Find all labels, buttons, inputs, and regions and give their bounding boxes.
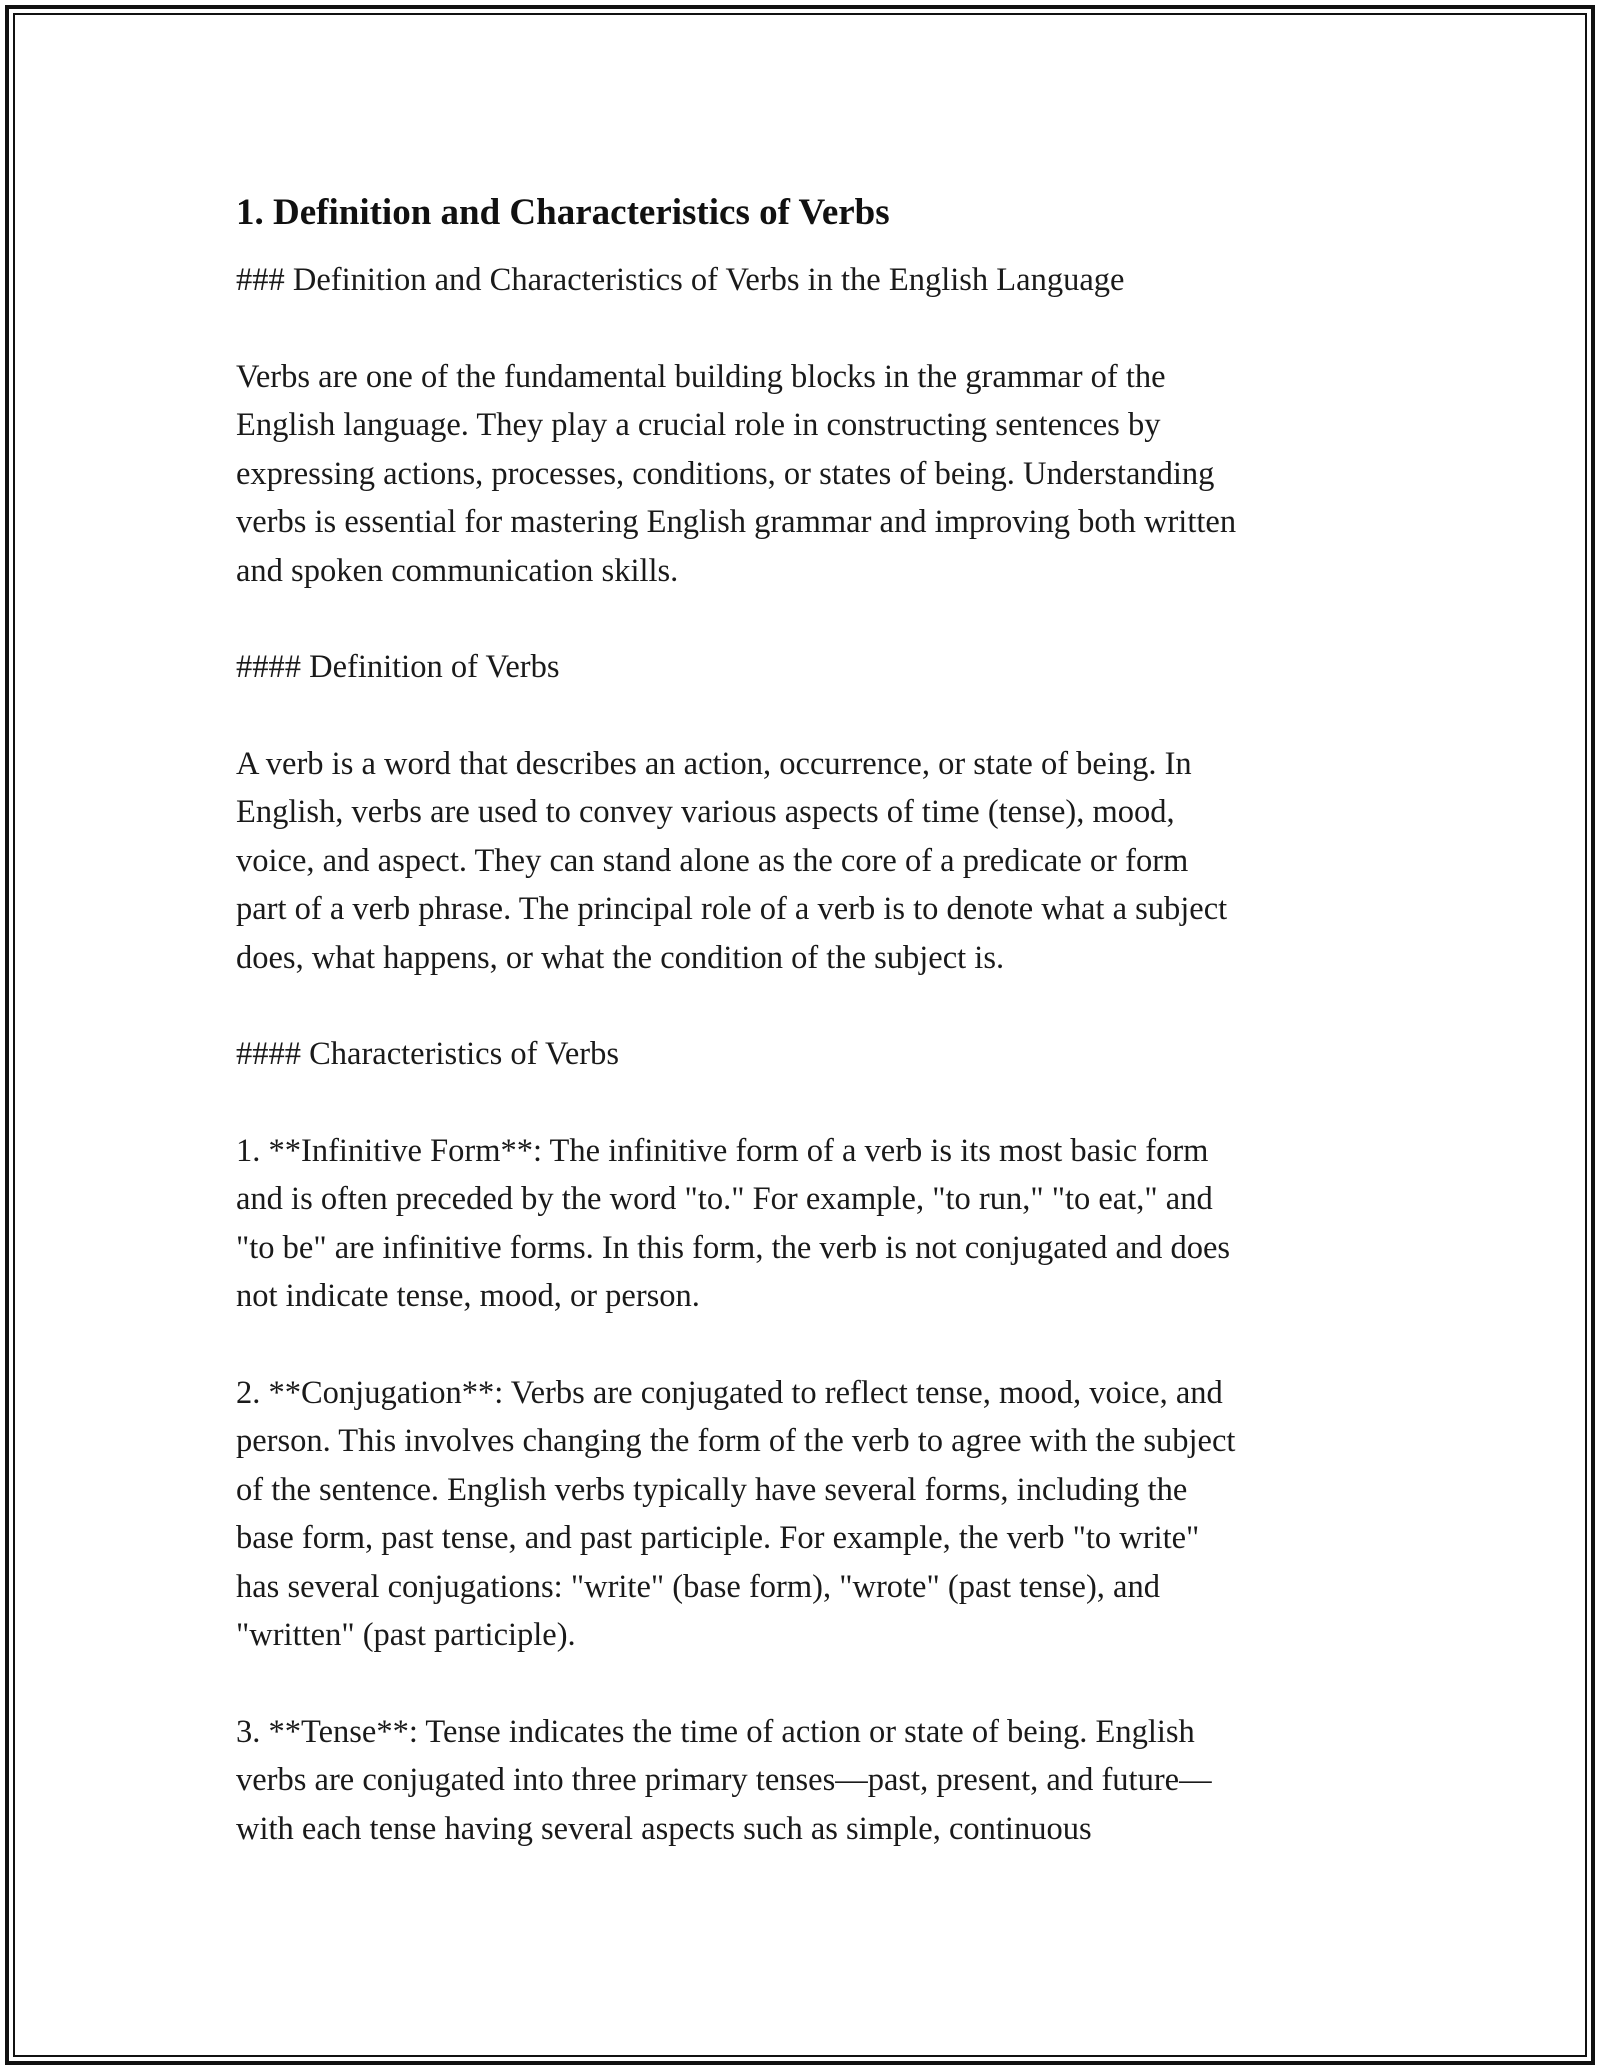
definition-paragraph: A verb is a word that describes an action, occurrence, or state of being. In English, verbs are used to convey various aspects of time (tense), mood, voice, and aspect. They can stand alone as the core of a predicate or form part of a verb phrase. The principal role of a verb is to denote what a subject does, what happens, or what the condition of the subject is. <box>236 745 1228 976</box>
conjugation-item: 2. **Conjugation**: Verbs are conjugated to reflect tense, mood, voice, and person. This involves changing the form of the verb to agree with the subject of the sentence. English verbs typically have several forms, including the base form, past tense, and past participle. For example, the verb "to write" has several conjugations: "write" (base form), "wrote" (past tense), and "written" (past participle). <box>236 1374 1236 1653</box>
characteristics-heading: #### Characteristics of Verbs <box>236 1036 619 1072</box>
document-title: 1. Definition and Characteristics of Verbs <box>236 192 890 233</box>
tense-item: 3. **Tense**: Tense indicates the time of action or state of being. English verbs are conjugated into three primary tenses—past, present, and future— with each tense having several aspects such as simple, continuous <box>236 1713 1212 1847</box>
infinitive-form-item: 1. **Infinitive Form**: The infinitive form of a verb is its most basic form and is often preceded by the word "to." For example, "to run," "to eat," and "to be" are infinitive forms. In this form, the verb is not conjugated and does not indicate tense, mood, or person. <box>236 1132 1231 1314</box>
section-heading: ### Definition and Characteristics of Verbs in the English Language <box>236 262 1125 298</box>
document-body <box>236 186 1376 1901</box>
definition-heading: #### Definition of Verbs <box>236 649 560 685</box>
intro-paragraph: Verbs are one of the fundamental building blocks in the grammar of the English language. They play a crucial role in constructing sentences by expressing actions, processes, conditions, or states of being. Understanding verbs is essential for mastering English grammar and improving both written and spoken communication skills. <box>236 358 1237 589</box>
